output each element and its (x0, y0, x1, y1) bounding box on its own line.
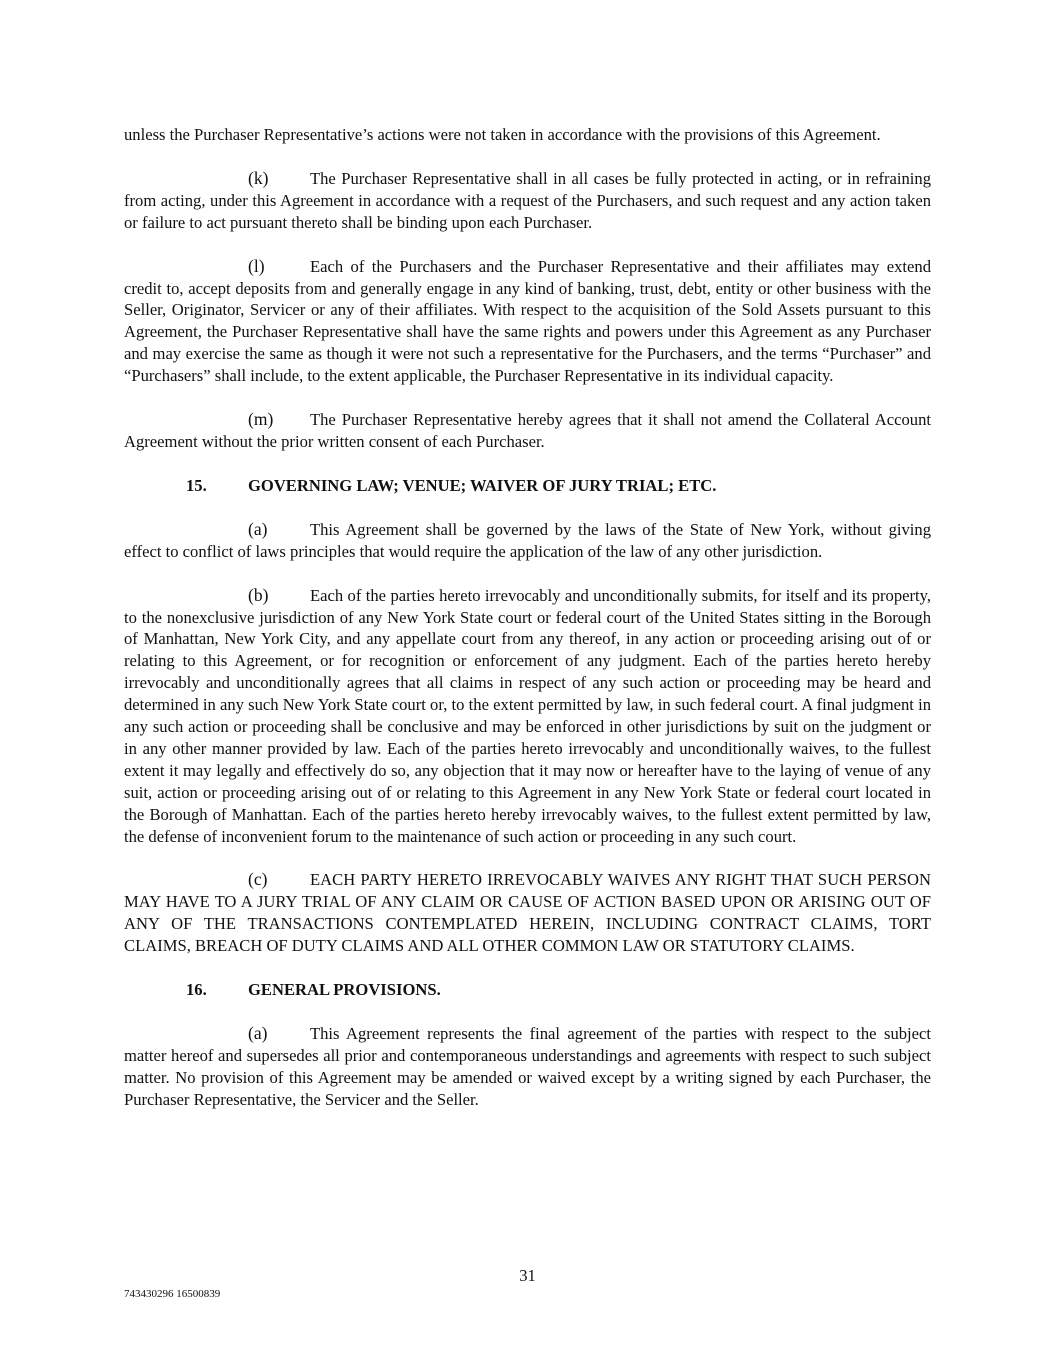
clause-15b (124, 585, 931, 848)
page-number: 31 (519, 1266, 536, 1285)
clause-label: (c) (248, 869, 268, 890)
clause-15a (124, 519, 931, 563)
clause-text: This Agreement shall be governed by the laws of the State of New York, without giving effect to conflict of laws principles that would require the application of the law of any other jurisdiction. (124, 519, 931, 561)
clause-14m (124, 409, 931, 453)
clause-text: Each of the Purchasers and the Purchaser Representative and their affiliates may extend credit to, accept deposits from and generally engage in any kind of banking, trust, debt, entity or other business with the Seller, Originator, Servicer or any of their affiliates. With respect to the acquisition of the Sold Assets pursuant to this Agreement, the Purchaser Representative shall have the same rights and powers under this Agreement as any Purchaser and may exercise the same as though it were not such a representative for the Purchasers, and the terms “Purchaser” and “Purchasers” shall include, to the extent applicable, the Purchaser Representative in its individual capacity. (124, 256, 931, 386)
document-page (124, 124, 931, 1133)
clause-text: EACH PARTY HERETO IRREVOCABLY WAIVES ANY RIGHT THAT SUCH PERSON MAY HAVE TO A JURY TRIAL OF ANY CLAIM OR CAUSE OF ACTION BASED UPON OR ARISING OUT OF ANY OF THE TRANSACTIONS CONTEMPLATED HEREIN, INCLUDING CONTRACT CLAIMS, TORT CLAIMS, BREACH OF DUTY CLAIMS AND ALL OTHER COMMON LAW OR STATUTORY CLAIMS. (124, 870, 931, 956)
clause-text: Each of the parties hereto irrevocably and unconditionally submits, for itself and its property, to the nonexclusive jurisdiction of any New York State court or federal court of the United States sitting in the Borough of Manhattan, New York City, and any appellate court from any thereof, in any action or proceeding arising out of or relating to this Agreement, or for recognition or enforcement of any judgment. Each of the parties hereto hereby irrevocably and unconditionally agrees that all claims in respect of any such action or proceeding may be heard and determined in any such New York State court or, to the extent permitted by law, in such federal court. A final judgment in any such action or proceeding shall be conclusive and may be enforced in other jurisdictions by suit on the judgment or in any other manner provided by law. Each of the parties hereto irrevocably and unconditionally waives, to the fullest extent it may legally and effectively do so, any objection that it may now or hereafter have to the laying of venue of any suit, action or proceeding arising out of or relating to this Agreement in any New York State or federal court located in the Borough of Manhattan. Each of the parties hereto hereby irrevocably waives, to the fullest extent permitted by law, the defense of inconvenient forum to the maintenance of such action or proceeding in any such court. (124, 585, 931, 846)
clause-label: (m) (248, 409, 274, 430)
section-title: GENERAL PROVISIONS. (248, 980, 441, 1000)
clause-16a (124, 1023, 931, 1111)
section-15-heading (124, 475, 931, 497)
clause-14l (124, 256, 931, 387)
section-number: 16. (186, 980, 207, 1000)
clause-label: (a) (248, 1023, 268, 1043)
clause-14k (124, 168, 931, 234)
clause-label: (b) (248, 584, 269, 605)
clause-label: (a) (248, 518, 268, 539)
clause-text: The Purchaser Representative hereby agrees that it shall not amend the Collateral Account Agreement without the prior written consent of each Purchaser. (124, 410, 931, 451)
section-16-heading (124, 979, 931, 1001)
clause-text: This Agreement represents the final agreement of the parties with respect to the subject matter hereof and supersedes all prior and contemporaneous understandings and agreements with respect to such subject matter. No provision of this Agreement may be amended or waived except by a writing signed by each Purchaser, the Purchaser Representative, the Servicer and the Seller. (124, 1024, 931, 1109)
section-number: 15. (186, 475, 207, 495)
section-title: GOVERNING LAW; VENUE; WAIVER OF JURY TRIAL; ETC. (248, 475, 717, 495)
intro-paragraph: unless the Purchaser Representative’s actions were not taken in accordance with the provisions of this Agreement. (124, 125, 881, 144)
document-id: 743430296 16500839 (124, 1288, 221, 1300)
clause-15c (124, 869, 931, 957)
clause-label: (k) (248, 167, 269, 188)
clause-text: The Purchaser Representative shall in all cases be fully protected in acting, or in refraining from acting, under this Agreement in accordance with a request of the Purchasers, and such request and any action taken or failure to act pursuant thereto shall be binding upon each Purchaser. (124, 168, 931, 232)
clause-label: (l) (248, 255, 265, 276)
